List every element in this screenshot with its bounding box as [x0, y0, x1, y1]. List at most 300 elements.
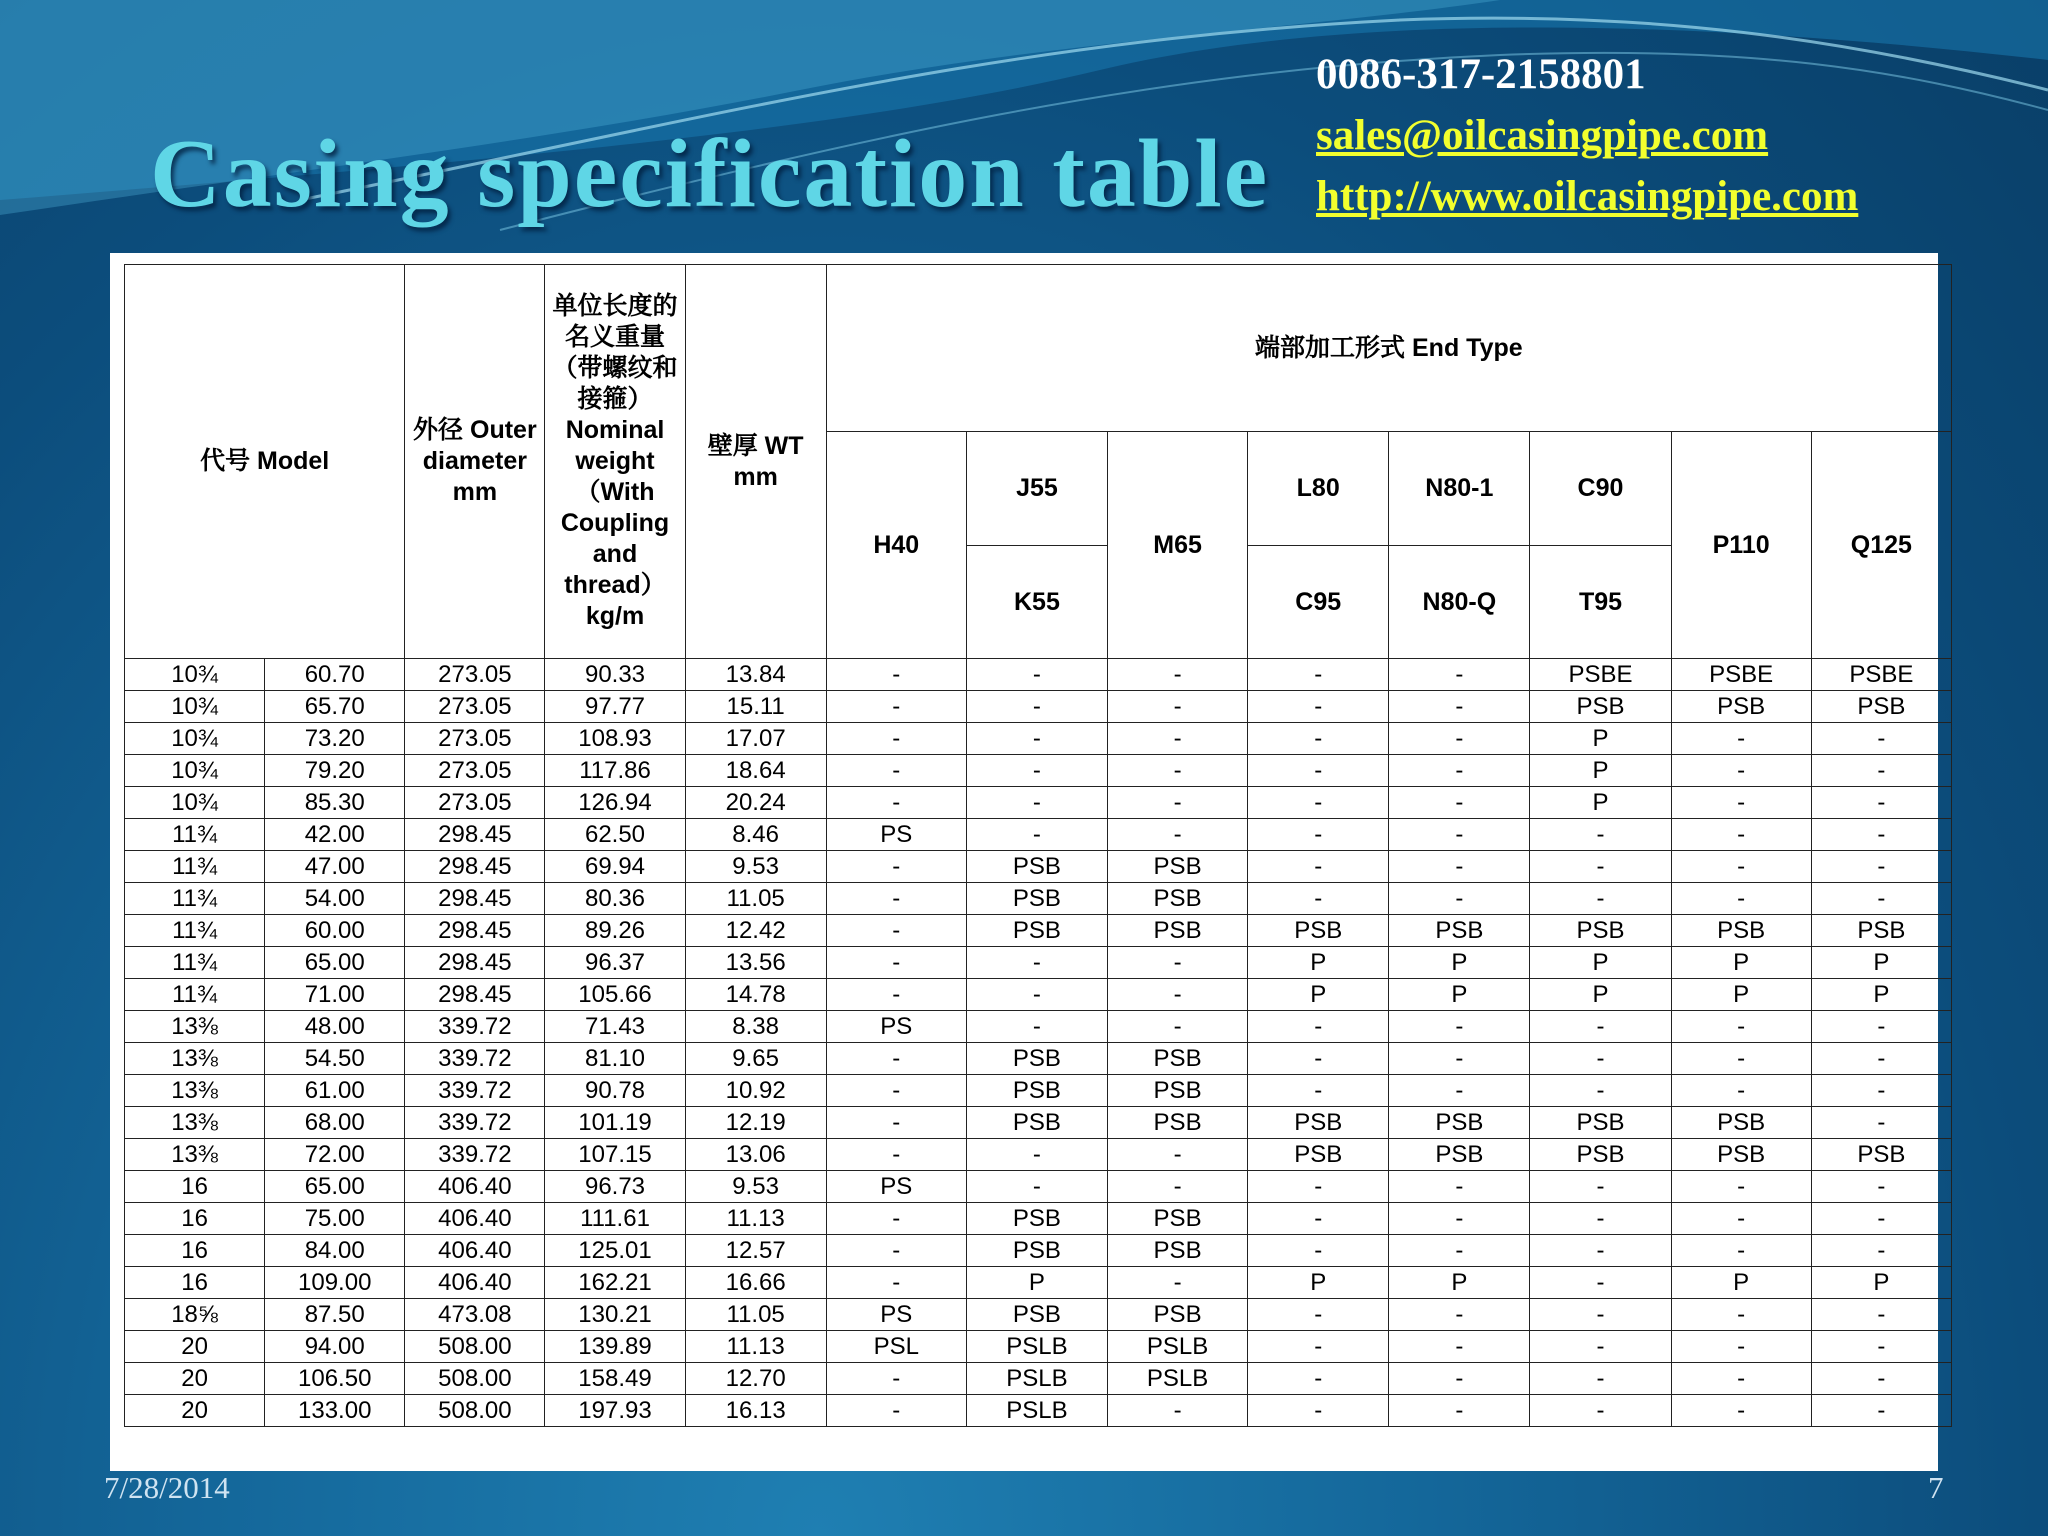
table-row — [125, 851, 1952, 883]
table-cell: 14.78 — [685, 979, 826, 1011]
table-cell: P — [1389, 1267, 1530, 1299]
table-cell: - — [1530, 1235, 1671, 1267]
table-cell: - — [826, 851, 966, 883]
table-cell: PSB — [1108, 1075, 1248, 1107]
table-cell: 9.53 — [685, 1171, 826, 1203]
table-cell: 90.78 — [545, 1075, 685, 1107]
table-cell: - — [1671, 1299, 1811, 1331]
table-cell: 11¾ — [125, 915, 265, 947]
table-cell: 18⅝ — [125, 1299, 265, 1331]
casing-spec-table — [124, 264, 1952, 1427]
table-cell: P — [1811, 947, 1951, 979]
table-cell: 20 — [125, 1395, 265, 1427]
table-cell: 71.43 — [545, 1011, 685, 1043]
table-cell: - — [1811, 723, 1951, 755]
table-cell: - — [1530, 1011, 1671, 1043]
table-cell: 273.05 — [405, 755, 545, 787]
table-cell: - — [1389, 1075, 1530, 1107]
table-cell: PSB — [1530, 691, 1671, 723]
table-cell: PSB — [1248, 1139, 1389, 1171]
table-cell: 65.70 — [265, 691, 405, 723]
table-cell: - — [1389, 1299, 1530, 1331]
table-cell: - — [1389, 851, 1530, 883]
table-cell: - — [826, 1235, 966, 1267]
table-row — [125, 915, 1952, 947]
table-cell: 508.00 — [405, 1331, 545, 1363]
table-cell: 79.20 — [265, 755, 405, 787]
table-cell: - — [1108, 723, 1248, 755]
table-row — [125, 979, 1952, 1011]
table-cell: - — [1530, 1203, 1671, 1235]
table-cell: 96.37 — [545, 947, 685, 979]
table-cell: 106.50 — [265, 1363, 405, 1395]
header-grade-m65: M65 — [1108, 432, 1248, 659]
table-cell: 16 — [125, 1203, 265, 1235]
table-cell: P — [1248, 979, 1389, 1011]
table-cell: 54.00 — [265, 883, 405, 915]
header-end-type: 端部加工形式 End Type — [826, 265, 1951, 432]
table-cell: - — [1248, 1203, 1389, 1235]
table-row — [125, 787, 1952, 819]
table-cell: PSLB — [1108, 1363, 1248, 1395]
table-cell: 13.06 — [685, 1139, 826, 1171]
table-cell: 10¾ — [125, 787, 265, 819]
table-cell: 101.19 — [545, 1107, 685, 1139]
table-cell: - — [1671, 1043, 1811, 1075]
table-cell: 60.00 — [265, 915, 405, 947]
table-cell: 406.40 — [405, 1267, 545, 1299]
table-cell: PSB — [966, 851, 1107, 883]
email-link[interactable]: sales@oilcasingpipe.com — [1316, 112, 1769, 159]
table-cell: - — [1108, 1011, 1248, 1043]
table-cell: - — [1811, 851, 1951, 883]
table-cell: - — [1248, 723, 1389, 755]
table-cell: - — [1248, 691, 1389, 723]
table-row — [125, 1075, 1952, 1107]
table-cell: - — [966, 1139, 1107, 1171]
table-cell: - — [826, 1107, 966, 1139]
table-cell: 273.05 — [405, 659, 545, 691]
table-cell: 69.94 — [545, 851, 685, 883]
table-cell: - — [1671, 851, 1811, 883]
table-cell: - — [1389, 1011, 1530, 1043]
table-cell: - — [1389, 1171, 1530, 1203]
table-cell: - — [826, 1203, 966, 1235]
table-cell: 298.45 — [405, 915, 545, 947]
table-cell: 73.20 — [265, 723, 405, 755]
table-cell: 10¾ — [125, 659, 265, 691]
table-cell: 133.00 — [265, 1395, 405, 1427]
table-cell: 298.45 — [405, 883, 545, 915]
table-cell: 16 — [125, 1235, 265, 1267]
table-cell: - — [1248, 1171, 1389, 1203]
table-cell: 8.38 — [685, 1011, 826, 1043]
table-cell: - — [1248, 1363, 1389, 1395]
table-cell: - — [1389, 1331, 1530, 1363]
table-cell: 11.05 — [685, 883, 826, 915]
table-cell: 47.00 — [265, 851, 405, 883]
table-cell: P — [1248, 1267, 1389, 1299]
table-cell: - — [826, 1363, 966, 1395]
table-cell: 298.45 — [405, 979, 545, 1011]
table-cell: PSB — [1671, 1107, 1811, 1139]
table-cell: 13.84 — [685, 659, 826, 691]
table-row — [125, 755, 1952, 787]
table-cell: P — [1671, 979, 1811, 1011]
table-cell: 65.00 — [265, 947, 405, 979]
table-cell: - — [1811, 787, 1951, 819]
table-cell: - — [1389, 883, 1530, 915]
table-cell: - — [1248, 851, 1389, 883]
table-cell: 339.72 — [405, 1011, 545, 1043]
table-cell: - — [1248, 1235, 1389, 1267]
table-cell: PSB — [1108, 1203, 1248, 1235]
table-cell: 13⅜ — [125, 1011, 265, 1043]
table-cell: PSB — [966, 1299, 1107, 1331]
table-cell: - — [1108, 659, 1248, 691]
table-cell: - — [1248, 1395, 1389, 1427]
table-cell: - — [826, 1043, 966, 1075]
table-cell: P — [1530, 755, 1671, 787]
table-cell: - — [1811, 1363, 1951, 1395]
contact-info — [1316, 44, 1858, 227]
table-cell: 130.21 — [545, 1299, 685, 1331]
table-cell: PSLB — [1108, 1331, 1248, 1363]
table-cell: - — [966, 979, 1107, 1011]
table-cell: PSB — [1530, 915, 1671, 947]
table-cell: - — [1671, 1395, 1811, 1427]
table-cell: - — [1108, 979, 1248, 1011]
table-cell: 11¾ — [125, 979, 265, 1011]
table-cell: 339.72 — [405, 1075, 545, 1107]
table-cell: PSB — [966, 883, 1107, 915]
table-cell: - — [1530, 1331, 1671, 1363]
table-cell: - — [1248, 1331, 1389, 1363]
table-cell: 162.21 — [545, 1267, 685, 1299]
table-cell: 89.26 — [545, 915, 685, 947]
header-nominal-weight: 单位长度的名义重量（带螺纹和接箍）Nominal weight（With Coupling and thread）kg/m — [545, 265, 685, 659]
table-cell: - — [1811, 1203, 1951, 1235]
table-cell: 16.13 — [685, 1395, 826, 1427]
table-cell: PSBE — [1671, 659, 1811, 691]
table-cell: 473.08 — [405, 1299, 545, 1331]
table-cell: - — [1389, 755, 1530, 787]
table-cell: 9.65 — [685, 1043, 826, 1075]
table-cell: - — [1530, 1267, 1671, 1299]
table-row — [125, 883, 1952, 915]
table-cell: 111.61 — [545, 1203, 685, 1235]
table-cell: PS — [826, 1299, 966, 1331]
table-row — [125, 659, 1952, 691]
table-cell: P — [966, 1267, 1107, 1299]
header-grade-j55: J55 — [966, 432, 1107, 546]
table-cell: - — [966, 1011, 1107, 1043]
table-row — [125, 1011, 1952, 1043]
table-cell: 84.00 — [265, 1235, 405, 1267]
table-row — [125, 1395, 1952, 1427]
table-cell: PSBE — [1530, 659, 1671, 691]
table-cell: - — [966, 947, 1107, 979]
table-cell: - — [1811, 1075, 1951, 1107]
table-cell: 117.86 — [545, 755, 685, 787]
header-grade-k55: K55 — [966, 546, 1107, 659]
table-cell: 75.00 — [265, 1203, 405, 1235]
table-cell: 12.70 — [685, 1363, 826, 1395]
table-row — [125, 1363, 1952, 1395]
table-cell: - — [1108, 1139, 1248, 1171]
table-cell: 298.45 — [405, 819, 545, 851]
table-cell: - — [1108, 1267, 1248, 1299]
table-cell: PSB — [966, 1075, 1107, 1107]
table-cell: PSB — [1530, 1139, 1671, 1171]
table-cell: 107.15 — [545, 1139, 685, 1171]
table-cell: PS — [826, 1011, 966, 1043]
table-cell: - — [1530, 851, 1671, 883]
table-row — [125, 723, 1952, 755]
table-cell: PSB — [1811, 691, 1951, 723]
table-cell: - — [826, 1075, 966, 1107]
table-cell: - — [1108, 691, 1248, 723]
table-cell: P — [1389, 947, 1530, 979]
table-cell: 94.00 — [265, 1331, 405, 1363]
table-cell: 97.77 — [545, 691, 685, 723]
table-cell: 90.33 — [545, 659, 685, 691]
table-cell: PSBE — [1811, 659, 1951, 691]
table-cell: 125.01 — [545, 1235, 685, 1267]
table-row — [125, 1107, 1952, 1139]
table-cell: 158.49 — [545, 1363, 685, 1395]
table-cell: 62.50 — [545, 819, 685, 851]
table-cell: 13⅜ — [125, 1043, 265, 1075]
table-cell: 406.40 — [405, 1235, 545, 1267]
table-cell: 12.19 — [685, 1107, 826, 1139]
table-cell: PSB — [1108, 1043, 1248, 1075]
table-cell: 11.13 — [685, 1203, 826, 1235]
table-cell: - — [1248, 883, 1389, 915]
table-cell: - — [1671, 755, 1811, 787]
table-cell: - — [1248, 1011, 1389, 1043]
table-cell: PSLB — [966, 1331, 1107, 1363]
table-cell: P — [1389, 979, 1530, 1011]
table-cell: - — [1389, 1363, 1530, 1395]
table-cell: - — [1389, 723, 1530, 755]
table-cell: 10.92 — [685, 1075, 826, 1107]
table-cell: PSB — [1671, 691, 1811, 723]
table-cell: - — [966, 819, 1107, 851]
table-cell: - — [966, 659, 1107, 691]
table-cell: - — [1389, 787, 1530, 819]
table-cell: - — [1389, 1203, 1530, 1235]
table-cell: 406.40 — [405, 1171, 545, 1203]
table-cell: - — [826, 947, 966, 979]
header-grade-q125: Q125 — [1811, 432, 1951, 659]
table-cell: 15.11 — [685, 691, 826, 723]
table-cell: - — [1530, 819, 1671, 851]
table-cell: 273.05 — [405, 723, 545, 755]
table-cell: - — [1671, 1011, 1811, 1043]
table-cell: 13⅜ — [125, 1139, 265, 1171]
table-cell: PSB — [1248, 1107, 1389, 1139]
table-cell: P — [1530, 979, 1671, 1011]
table-row — [125, 1203, 1952, 1235]
table-cell: - — [1671, 1331, 1811, 1363]
table-row — [125, 1267, 1952, 1299]
table-cell: P — [1811, 1267, 1951, 1299]
table-cell: 11¾ — [125, 947, 265, 979]
table-cell: - — [1108, 787, 1248, 819]
slide-date: 7/28/2014 — [104, 1470, 230, 1505]
table-cell: - — [1671, 723, 1811, 755]
table-cell: 109.00 — [265, 1267, 405, 1299]
header-grade-n80-q: N80-Q — [1389, 546, 1530, 659]
table-cell: - — [826, 787, 966, 819]
table-cell: 71.00 — [265, 979, 405, 1011]
table-cell: 20.24 — [685, 787, 826, 819]
table-cell: - — [1530, 1299, 1671, 1331]
header-grade-n80-1: N80-1 — [1389, 432, 1530, 546]
table-cell: - — [1811, 1043, 1951, 1075]
table-cell: 11¾ — [125, 819, 265, 851]
table-cell: PSB — [1530, 1107, 1671, 1139]
table-cell: 87.50 — [265, 1299, 405, 1331]
table-cell: 126.94 — [545, 787, 685, 819]
table-cell: - — [1108, 1395, 1248, 1427]
header-outer-diameter: 外径 Outer diameter mm — [405, 265, 545, 659]
table-cell: - — [1108, 947, 1248, 979]
table-cell: 406.40 — [405, 1203, 545, 1235]
table-row — [125, 819, 1952, 851]
table-cell: - — [1530, 1075, 1671, 1107]
table-cell: 508.00 — [405, 1363, 545, 1395]
table-cell: - — [1248, 1043, 1389, 1075]
table-cell: - — [826, 883, 966, 915]
table-body — [125, 659, 1952, 1427]
table-cell: 108.93 — [545, 723, 685, 755]
table-cell: 298.45 — [405, 947, 545, 979]
table-cell: - — [1811, 1171, 1951, 1203]
table-cell: 20 — [125, 1363, 265, 1395]
table-cell: - — [1811, 1011, 1951, 1043]
table-cell: PSB — [1108, 915, 1248, 947]
table-cell: 273.05 — [405, 787, 545, 819]
table-cell: - — [826, 1139, 966, 1171]
table-cell: 11¾ — [125, 883, 265, 915]
table-cell: - — [1248, 659, 1389, 691]
table-cell: - — [1389, 1235, 1530, 1267]
table-cell: PSB — [1811, 1139, 1951, 1171]
table-cell: - — [1671, 1171, 1811, 1203]
table-cell: PSB — [966, 915, 1107, 947]
table-cell: - — [1108, 1171, 1248, 1203]
table-cell: 339.72 — [405, 1107, 545, 1139]
header-grade-h40: H40 — [826, 432, 966, 659]
table-cell: P — [1248, 947, 1389, 979]
header-grade-c95: C95 — [1248, 546, 1389, 659]
table-cell: - — [1248, 819, 1389, 851]
table-row — [125, 1171, 1952, 1203]
table-cell: 139.89 — [545, 1331, 685, 1363]
website-link[interactable]: http://www.oilcasingpipe.com — [1316, 173, 1859, 220]
table-cell: - — [1811, 1299, 1951, 1331]
phone-number: 0086-317-2158801 — [1316, 51, 1646, 98]
table-cell: PSB — [1389, 915, 1530, 947]
table-cell: 8.46 — [685, 819, 826, 851]
table-cell: P — [1530, 787, 1671, 819]
header-grade-p110: P110 — [1671, 432, 1811, 659]
table-cell: 12.42 — [685, 915, 826, 947]
table-cell: PSB — [1671, 1139, 1811, 1171]
table-cell: - — [826, 723, 966, 755]
table-cell: PSB — [1108, 1235, 1248, 1267]
table-cell: - — [966, 723, 1107, 755]
table-cell: - — [966, 755, 1107, 787]
header-grade-c90: C90 — [1530, 432, 1671, 546]
slide-title: Casing specification table — [150, 120, 1270, 228]
header-grade-l80: L80 — [1248, 432, 1389, 546]
table-cell: 61.00 — [265, 1075, 405, 1107]
table-cell: - — [1530, 1171, 1671, 1203]
table-cell: 16 — [125, 1171, 265, 1203]
table-cell: - — [1530, 1395, 1671, 1427]
table-cell: - — [1389, 819, 1530, 851]
table-cell: - — [1389, 1043, 1530, 1075]
table-cell: 10¾ — [125, 723, 265, 755]
table-cell: - — [826, 1395, 966, 1427]
table-cell: - — [1248, 1075, 1389, 1107]
table-cell: P — [1530, 723, 1671, 755]
table-cell: PSB — [1108, 1299, 1248, 1331]
table-cell: - — [1811, 1395, 1951, 1427]
table-cell: 54.50 — [265, 1043, 405, 1075]
header-grade-t95: T95 — [1530, 546, 1671, 659]
table-cell: - — [1389, 659, 1530, 691]
table-cell: 42.00 — [265, 819, 405, 851]
table-cell: PSB — [966, 1043, 1107, 1075]
header-model: 代号 Model — [125, 265, 405, 659]
table-cell: 96.73 — [545, 1171, 685, 1203]
table-panel — [110, 253, 1938, 1471]
table-cell: 12.57 — [685, 1235, 826, 1267]
table-cell: 10¾ — [125, 691, 265, 723]
table-cell: - — [1811, 1235, 1951, 1267]
table-cell: - — [1389, 691, 1530, 723]
table-cell: PSB — [1671, 915, 1811, 947]
table-cell: - — [1108, 755, 1248, 787]
table-cell: PSB — [1389, 1107, 1530, 1139]
table-cell: - — [1671, 883, 1811, 915]
table-cell: - — [1248, 1299, 1389, 1331]
table-cell: PSB — [966, 1203, 1107, 1235]
table-cell: - — [1248, 787, 1389, 819]
table-cell: PSB — [1811, 915, 1951, 947]
table-cell: 13⅜ — [125, 1107, 265, 1139]
table-cell: 85.30 — [265, 787, 405, 819]
table-cell: 105.66 — [545, 979, 685, 1011]
table-cell: - — [1811, 755, 1951, 787]
table-cell: 11.13 — [685, 1331, 826, 1363]
slide-page-number: 7 — [1928, 1470, 1944, 1505]
table-cell: - — [826, 1267, 966, 1299]
table-row — [125, 1043, 1952, 1075]
table-cell: 13⅜ — [125, 1075, 265, 1107]
table-cell: PS — [826, 819, 966, 851]
table-cell: 68.00 — [265, 1107, 405, 1139]
table-cell: 81.10 — [545, 1043, 685, 1075]
table-cell: PS — [826, 1171, 966, 1203]
table-cell: 197.93 — [545, 1395, 685, 1427]
table-cell: P — [1811, 979, 1951, 1011]
table-cell: P — [1671, 947, 1811, 979]
